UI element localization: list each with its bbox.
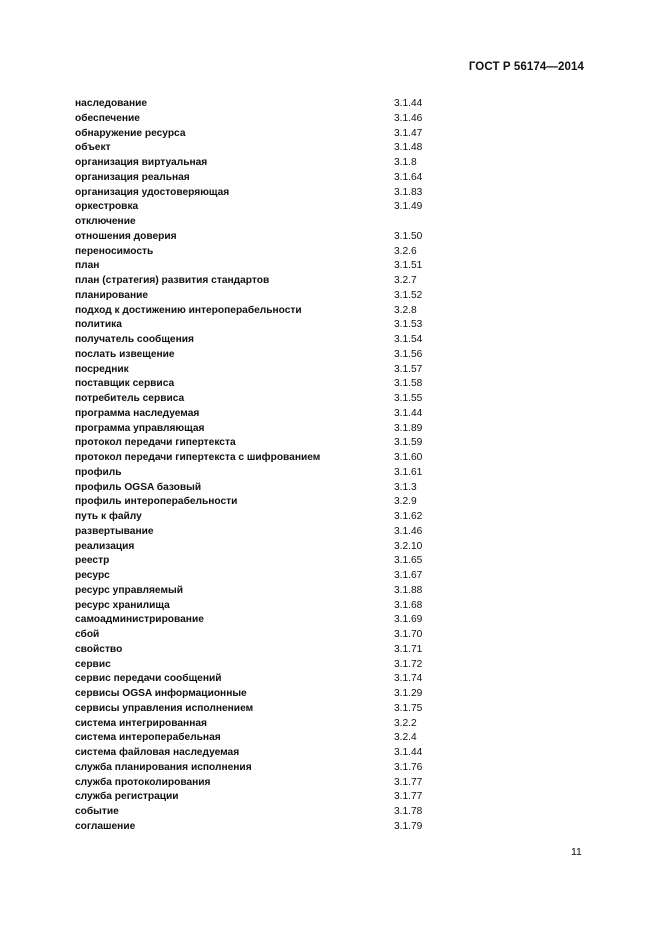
index-row xyxy=(75,584,435,599)
index-row xyxy=(75,259,435,274)
index-ref: 3.1.77 xyxy=(394,776,423,788)
index-term: планирование xyxy=(75,289,149,301)
index-ref: 3.1.78 xyxy=(394,806,423,817)
index-term: служба регистрации xyxy=(75,791,179,803)
index-ref: 3.1.8 xyxy=(394,157,417,168)
index-term: объект xyxy=(75,142,111,154)
index-ref: 3.1.88 xyxy=(394,584,423,596)
index-row xyxy=(75,348,435,363)
index-term: переносимость xyxy=(75,245,154,257)
index-term: система интегрированная xyxy=(75,717,207,729)
index-ref: 3.1.51 xyxy=(394,260,423,272)
index-term: развертывание xyxy=(75,525,154,537)
index-row xyxy=(75,333,435,348)
index-ref: 3.1.44 xyxy=(394,98,423,109)
index-row xyxy=(75,761,435,776)
index-term: план (стратегия) развития стандартов xyxy=(75,275,270,286)
index-ref: 3.1.61 xyxy=(394,466,423,478)
index-row xyxy=(75,628,435,643)
index-term: поставщик сервиса xyxy=(75,378,175,390)
index-term: реализация xyxy=(75,540,135,552)
index-row xyxy=(75,363,435,378)
index-term: система файловая наследуемая xyxy=(75,747,240,758)
index-term: программа управляющая xyxy=(75,422,205,434)
index-term: сервис передачи сообщений xyxy=(75,673,222,685)
index-ref: 3.1.76 xyxy=(394,761,423,773)
index-row xyxy=(75,613,435,628)
index-ref: 3.2.7 xyxy=(394,275,417,286)
index-row xyxy=(75,731,435,746)
index-term: наследование xyxy=(75,98,148,109)
index-row xyxy=(75,289,435,304)
index-ref: 3.1.68 xyxy=(394,599,423,611)
index-row xyxy=(75,451,435,466)
index-row xyxy=(75,658,435,673)
index-ref: 3.1.65 xyxy=(394,555,423,567)
index-ref: 3.2.8 xyxy=(394,304,417,316)
index-ref: 3.2.9 xyxy=(394,496,417,508)
index-row xyxy=(75,274,435,289)
index-term: путь к файлу xyxy=(75,511,142,522)
index-term: служба планирования исполнения xyxy=(75,761,252,773)
index-row xyxy=(75,687,435,702)
index-term: событие xyxy=(75,806,119,817)
index-ref: 3.1.54 xyxy=(394,334,423,345)
index-term: потребитель сервиса xyxy=(75,393,185,404)
index-ref: 3.1.74 xyxy=(394,673,423,685)
index-row xyxy=(75,717,435,732)
index-term: отношения доверия xyxy=(75,230,177,242)
index-row xyxy=(75,481,435,496)
term-index-list xyxy=(75,97,435,835)
index-ref: 3.1.89 xyxy=(394,422,423,434)
index-ref: 3.1.70 xyxy=(394,629,423,640)
index-ref: 3.2.6 xyxy=(394,245,417,257)
index-ref: 3.1.60 xyxy=(394,452,423,463)
index-ref: 3.1.64 xyxy=(394,171,423,183)
index-ref: 3.1.69 xyxy=(394,614,423,626)
standard-code: ГОСТ Р 56174—2014 xyxy=(468,61,584,73)
index-ref: 3.1.62 xyxy=(394,511,423,522)
index-row xyxy=(75,643,435,658)
index-row xyxy=(75,540,435,555)
index-row xyxy=(75,112,435,127)
index-row xyxy=(75,466,435,481)
index-row xyxy=(75,746,435,761)
index-row xyxy=(75,672,435,687)
index-term: свойство xyxy=(75,643,123,655)
index-ref: 3.1.44 xyxy=(394,407,423,419)
index-term: сервисы управления исполнением xyxy=(75,702,254,714)
index-term: обнаружение ресурса xyxy=(75,127,186,139)
index-row xyxy=(75,186,435,201)
index-row xyxy=(75,215,435,230)
index-row xyxy=(75,97,435,112)
index-ref: 3.1.46 xyxy=(394,112,423,124)
index-ref: 3.1.44 xyxy=(394,747,423,758)
index-term: профиль интероперабельности xyxy=(75,496,238,508)
index-term: служба протоколирования xyxy=(75,776,211,788)
index-row xyxy=(75,790,435,805)
index-term: система интероперабельная xyxy=(75,732,221,744)
index-term: соглашение xyxy=(75,820,136,832)
index-row xyxy=(75,171,435,186)
index-term: сервисы OGSA информационные xyxy=(75,688,247,699)
index-ref: 3.1.56 xyxy=(394,348,423,360)
index-row xyxy=(75,141,435,156)
index-ref: 3.1.67 xyxy=(394,570,423,581)
index-ref: 3.1.50 xyxy=(394,230,423,242)
index-row xyxy=(75,422,435,437)
index-term: ресурс управляемый xyxy=(75,584,183,596)
index-row xyxy=(75,599,435,614)
index-term: получатель сообщения xyxy=(75,334,194,345)
index-ref: 3.1.57 xyxy=(394,363,423,375)
index-row xyxy=(75,805,435,820)
index-term: профиль OGSA базовый xyxy=(75,481,202,493)
index-ref: 3.1.72 xyxy=(394,658,423,670)
index-row xyxy=(75,525,435,540)
index-row xyxy=(75,820,435,835)
index-ref: 3.1.59 xyxy=(394,437,423,449)
index-ref: 3.1.79 xyxy=(394,820,423,832)
index-term: план xyxy=(75,260,100,272)
index-row xyxy=(75,407,435,422)
page-number: 11 xyxy=(571,846,582,858)
index-term: послать извещение xyxy=(75,348,175,360)
index-term: организация удостоверяющая xyxy=(75,186,230,198)
index-row xyxy=(75,156,435,171)
index-ref: 3.1.52 xyxy=(394,289,423,301)
index-row xyxy=(75,436,435,451)
index-row xyxy=(75,377,435,392)
index-row xyxy=(75,304,435,319)
index-ref: 3.1.77 xyxy=(394,791,423,803)
index-term: посредник xyxy=(75,363,129,375)
index-row xyxy=(75,230,435,245)
index-term: организация реальная xyxy=(75,171,190,183)
index-row xyxy=(75,495,435,510)
index-ref: 3.1.53 xyxy=(394,319,423,331)
index-ref: 3.1.3 xyxy=(394,481,417,493)
index-ref: 3.1.47 xyxy=(394,127,423,139)
index-term: отключение xyxy=(75,216,136,227)
index-ref: 3.1.55 xyxy=(394,393,423,404)
index-term: ресурс xyxy=(75,570,110,581)
index-term: программа наследуемая xyxy=(75,407,200,419)
index-term: ресурс хранилища xyxy=(75,599,170,611)
index-ref: 3.2.10 xyxy=(394,540,423,552)
index-term: профиль xyxy=(75,466,122,478)
index-term: сбой xyxy=(75,629,100,640)
index-term: сервис xyxy=(75,658,111,670)
index-ref: 3.1.48 xyxy=(394,142,423,154)
index-ref: 3.2.4 xyxy=(394,732,417,744)
index-row xyxy=(75,569,435,584)
index-term: оркестровка xyxy=(75,201,139,213)
index-ref: 3.1.46 xyxy=(394,525,423,537)
index-ref: 3.1.83 xyxy=(394,186,423,198)
index-term: протокол передачи гипертекста xyxy=(75,437,236,449)
index-row xyxy=(75,127,435,142)
index-term: реестр xyxy=(75,555,110,567)
index-row xyxy=(75,554,435,569)
index-term: подход к достижению интероперабельности xyxy=(75,304,302,316)
index-row xyxy=(75,776,435,791)
index-ref: 3.1.29 xyxy=(394,688,423,699)
index-row xyxy=(75,245,435,260)
index-term: обеспечение xyxy=(75,112,140,124)
index-term: самоадминистрирование xyxy=(75,614,204,626)
index-row xyxy=(75,392,435,407)
index-term: политика xyxy=(75,319,122,331)
index-ref: 3.1.58 xyxy=(394,378,423,390)
index-ref: 3.1.71 xyxy=(394,643,423,655)
index-ref: 3.2.2 xyxy=(394,717,417,729)
index-row xyxy=(75,318,435,333)
index-term: протокол передачи гипертекста с шифрованием xyxy=(75,452,321,463)
index-row xyxy=(75,200,435,215)
index-ref: 3.1.75 xyxy=(394,702,423,714)
index-row xyxy=(75,510,435,525)
index-term: организация виртуальная xyxy=(75,157,208,168)
index-row xyxy=(75,702,435,717)
index-ref: 3.1.49 xyxy=(394,201,423,213)
